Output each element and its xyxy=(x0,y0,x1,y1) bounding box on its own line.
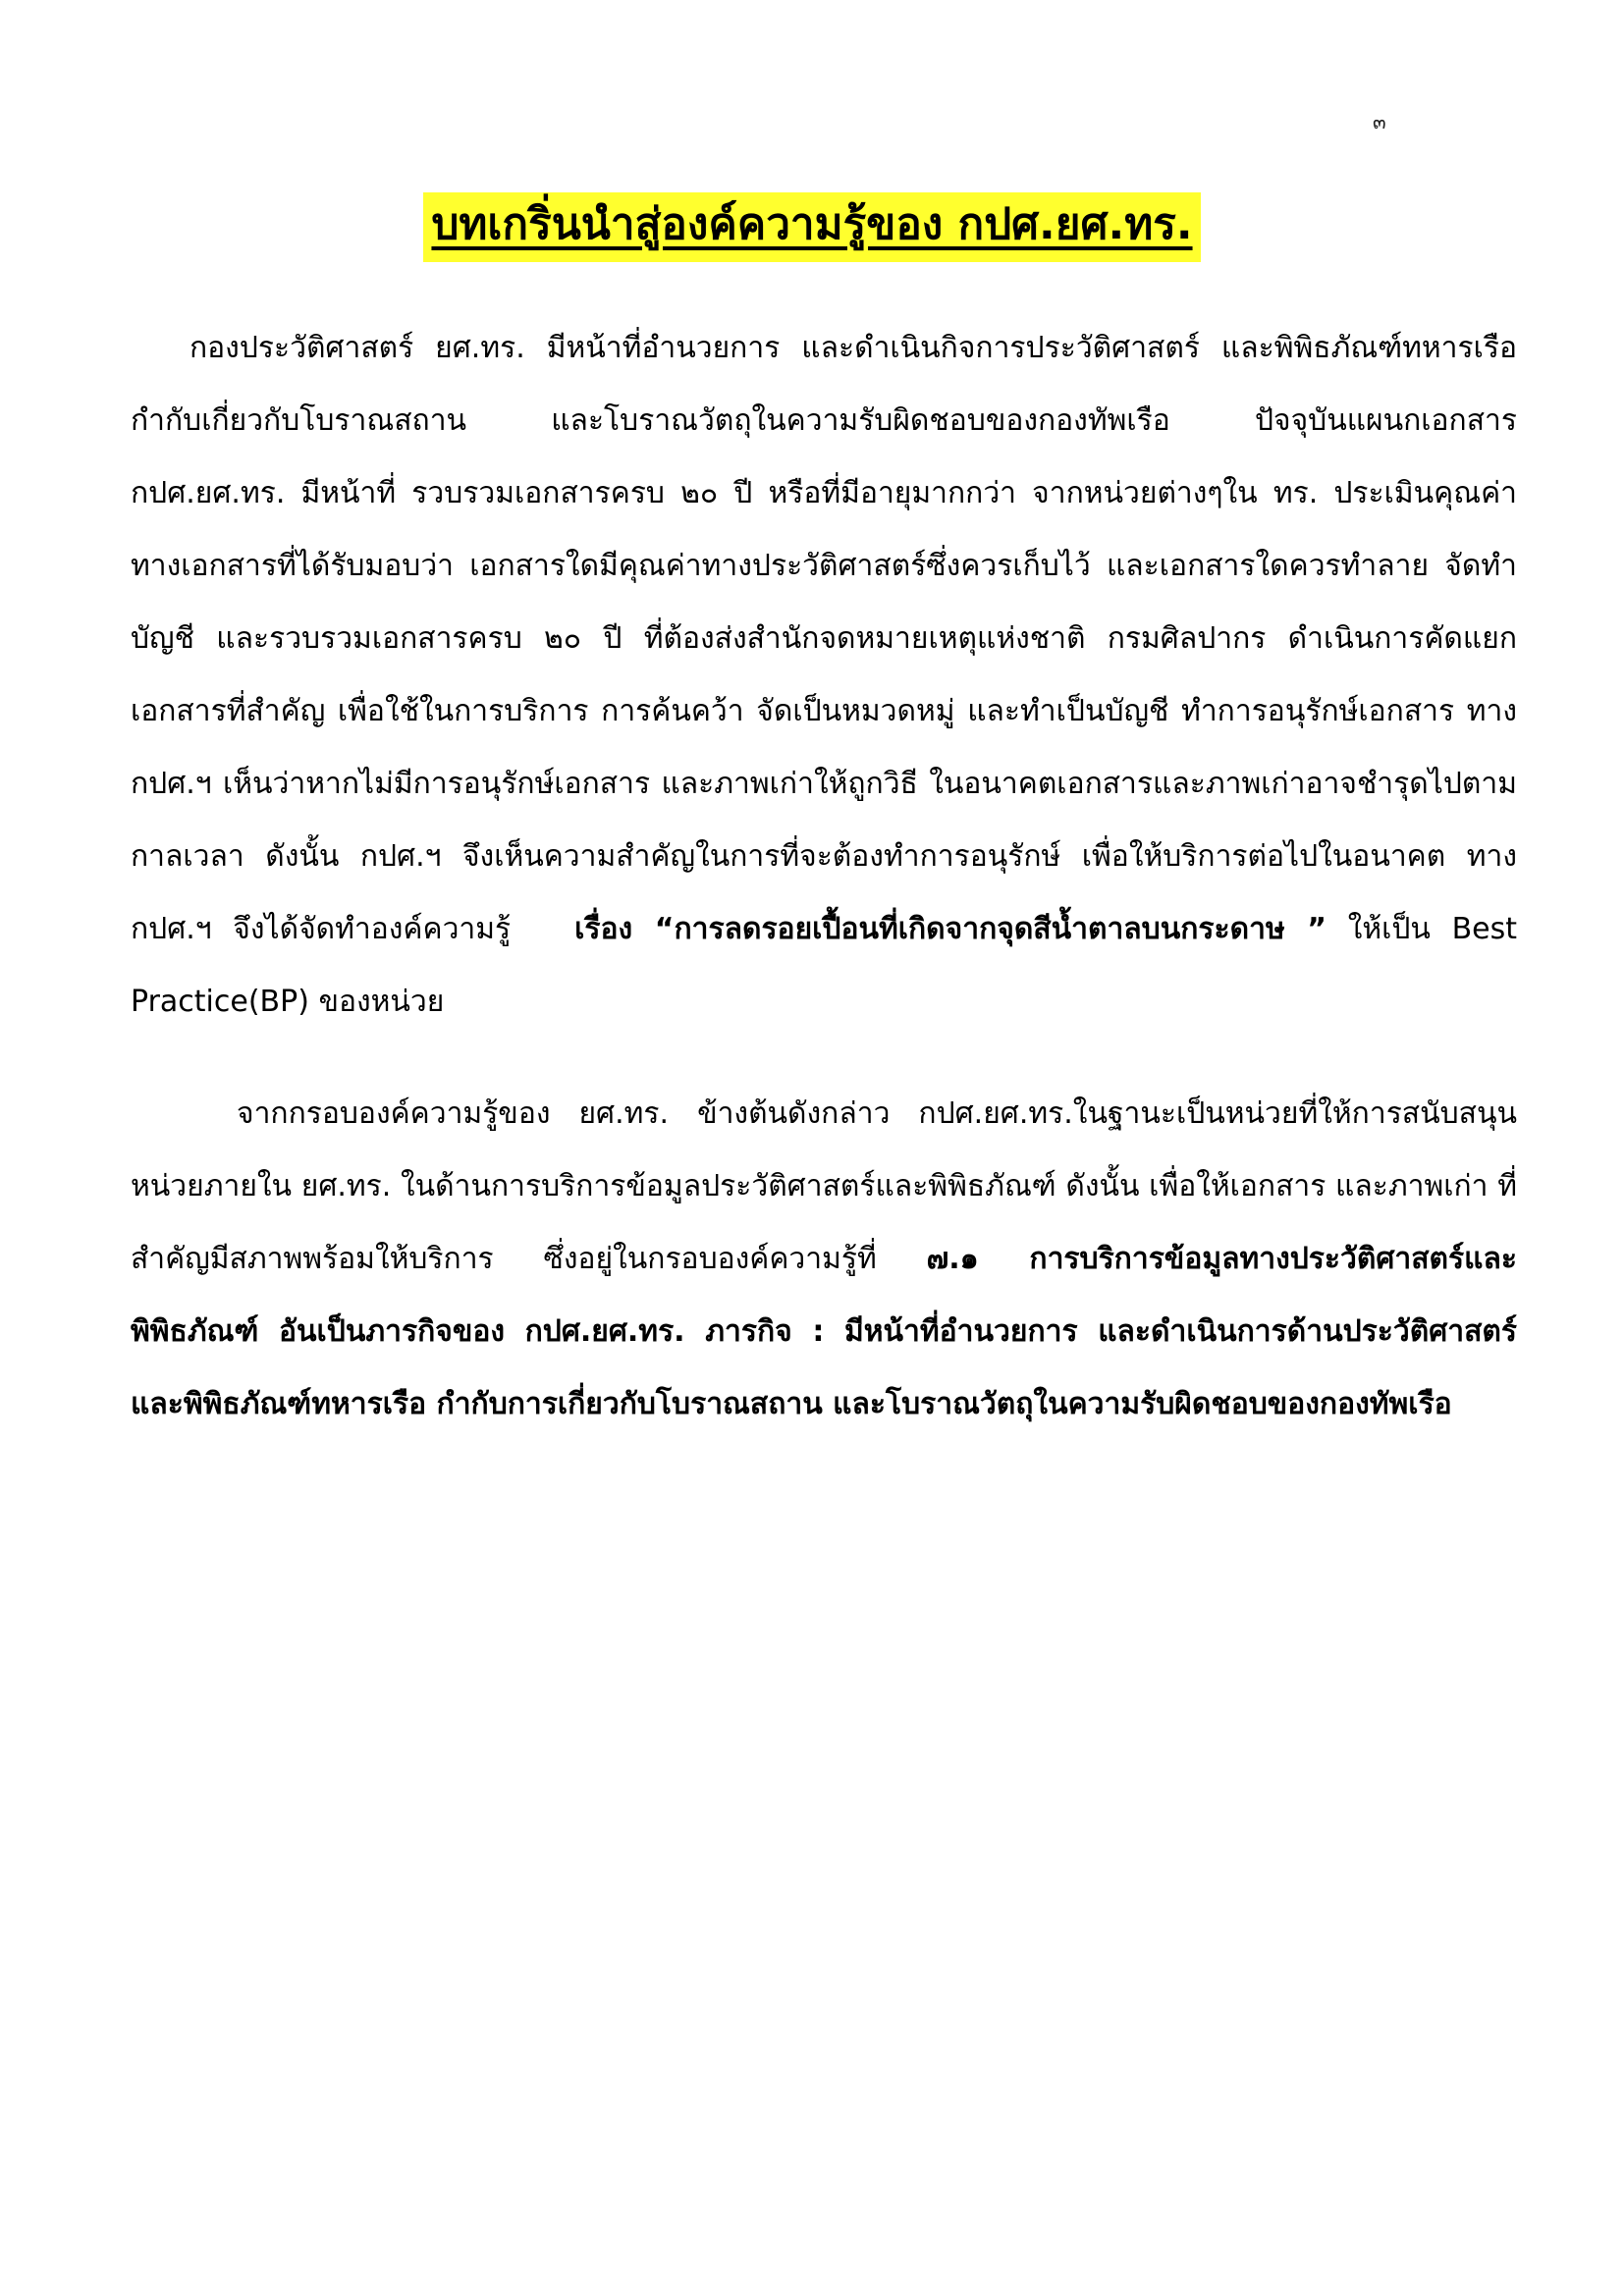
framework-mission-bold: ๗.๑ การบริการข้อมูลทางประวัติศาสตร์และพิพิธภัณฑ์ อันเป็นภารกิจของ กปศ.ยศ.ทร. ภารกิจ : มีหน้าที่อำนวยการ และดำเนินการด้านประวัติศาสตร์ และพิพิธภัณฑ์ทหารเรือ กำกับการเกี่ยวกับโบราณสถาน และโบราณวัตถุในความรับผิดชอบของกองทัพเรือ xyxy=(131,1242,1517,1421)
framework-paragraph xyxy=(131,1078,1517,1441)
intro-text: กองประวัติศาสตร์ ยศ.ทร. มีหน้าที่อำนวยการ และดำเนินกิจการประวัติศาสตร์ และพิพิธภัณฑ์ทหารเรือ กำกับเกี่ยวกับโบราณสถาน และโบราณวัตถุในความรับผิดชอบของกองทัพเรือ ปัจจุบันแผนกเอกสาร กปศ.ยศ.ทร. มีหน้าที่ รวบรวมเอกสารครบ ๒๐ ปี หรือที่มีอายุมากกว่า จากหน่วยต่างๆใน ทร. ประเมินคุณค่าทางเอกสารที่ได้รับมอบว่า เอกสารใดมีคุณค่าทางประวัติศาสตร์ซึ่งควรเก็บไว้ และเอกสารใดควรทำลาย จัดทำบัญชี และรวบรวมเอกสารครบ ๒๐ ปี ที่ต้องส่งสำนักจดหมายเหตุแห่งชาติ กรมศิลปากร ดำเนินการคัดแยกเอกสารที่สำคัญ เพื่อใช้ในการบริการ การค้นคว้า จัดเป็นหมวดหมู่ และทำเป็นบัญชี ทำการอนุรักษ์เอกสาร ทาง กปศ.ฯ เห็นว่าหากไม่มีการอนุรักษ์เอกสาร และภาพเก่าให้ถูกวิธี ในอนาคตเอกสารและภาพเก่าอาจชำรุดไปตามกาลเวลา ดังนั้น กปศ.ฯ จึงเห็นความสำคัญในการที่จะต้องทำการอนุรักษ์ เพื่อให้บริการต่อไปในอนาคต ทาง กปศ.ฯ จึงได้จัดทำองค์ความรู้ xyxy=(131,331,1517,946)
framework-text: จากกรอบองค์ความรู้ของ ยศ.ทร. ข้างต้นดังกล่าว กปศ.ยศ.ทร.ในฐานะเป็นหน่วยที่ให้การสนับสนุนหน่วยภายใน ยศ.ทร. ในด้านการบริการข้อมูลประวัติศาสตร์และพิพิธภัณฑ์ ดังนั้น เพื่อให้เอกสาร และภาพเก่า ที่สำคัญมีสภาพพร้อมให้บริการ ซึ่งอยู่ในกรอบองค์ความรู้ที่ xyxy=(131,1096,1517,1276)
intro-topic-bold: เรื่อง “การลดรอยเปื้อนที่เกิดจากจุดสีน้ำตาลบนกระดาษ ” xyxy=(574,912,1327,946)
page-number: ๓ xyxy=(1373,110,1386,133)
document-title: บทเกริ่นนำสู่องค์ความรู้ของ กปศ.ยศ.ทร. xyxy=(423,192,1200,262)
title-container xyxy=(0,192,1624,262)
intro-text-end: ให้เป็น Best Practice(BP) ของหน่วย xyxy=(131,912,1518,1019)
intro-paragraph xyxy=(131,312,1517,1039)
